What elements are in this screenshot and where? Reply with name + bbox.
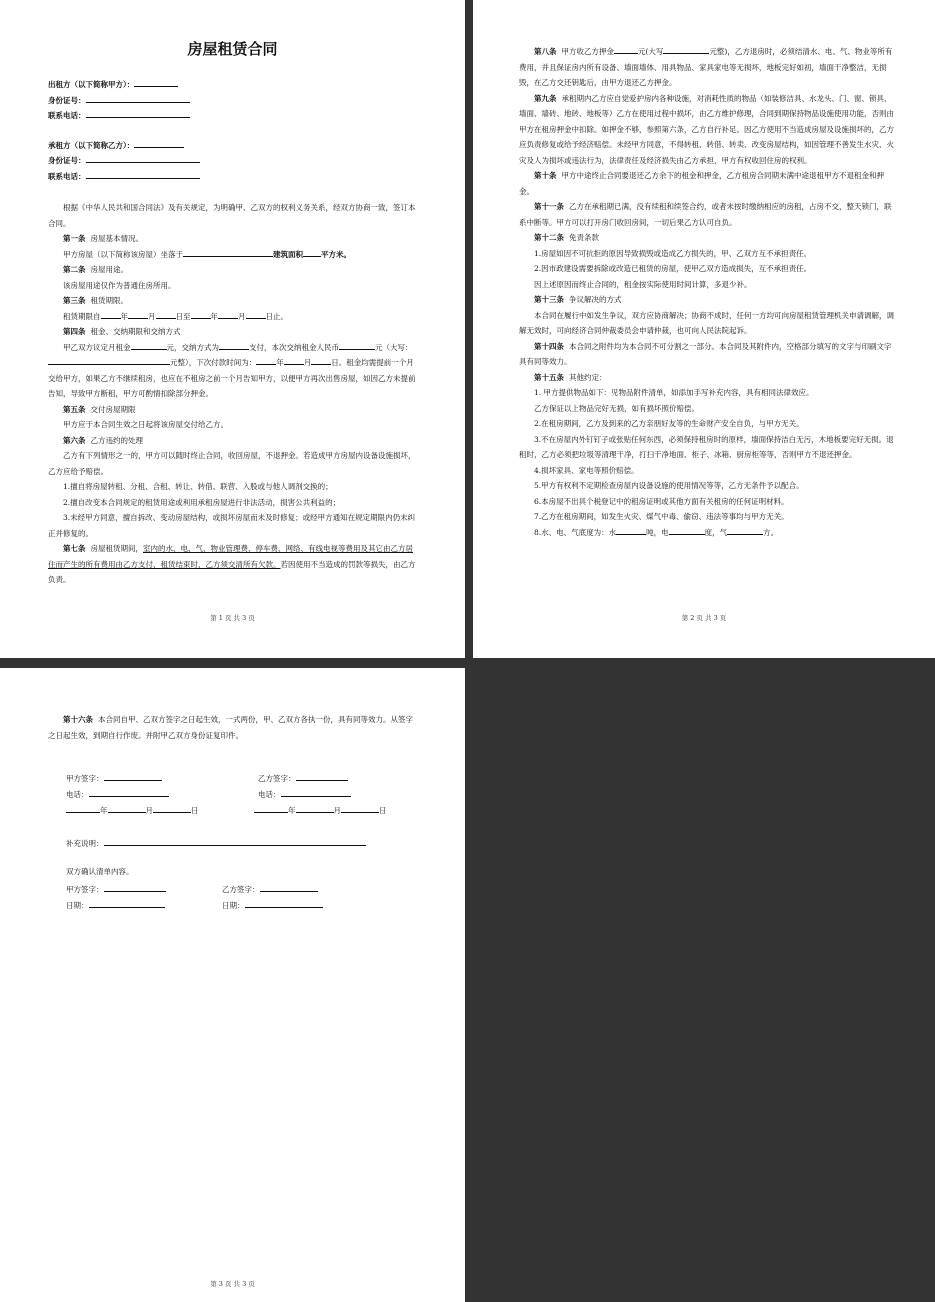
address-blank[interactable] — [183, 247, 273, 257]
start-day-blank[interactable] — [156, 309, 176, 319]
page-footer: 第 2 页 共 3 页 — [681, 614, 727, 622]
article-5: 第五条 交付房屋期限 — [63, 404, 136, 414]
end-year-blank[interactable] — [191, 309, 211, 319]
lessee-label: 承租方（以下简称乙方）： — [48, 140, 135, 150]
next-pay-year-blank[interactable] — [256, 355, 276, 365]
lessee-blank[interactable] — [134, 138, 184, 148]
electric-reading-blank[interactable] — [669, 525, 705, 535]
article-12-item-3: 因上述原因而终止合同的，租金按实际使用时间计算，多退少补。 — [534, 279, 752, 289]
phone-label: 联系电话： — [48, 171, 86, 181]
article-12-item-1: 1.房屋如因不可抗拒的原因导致损毁或造成乙方损失的，甲、乙双方互不承担责任。 — [534, 248, 812, 258]
article-3: 第三条 租赁期限。 — [63, 296, 128, 305]
rent-amount-blank[interactable] — [339, 340, 375, 350]
deposit-words-blank[interactable] — [663, 44, 709, 54]
article-4-text: 甲乙双方议定月租金 元，交纳方式为 支付，本次交纳租金人民币 元（大写：元整），下次付款时间为： 年 月 日。租金均需提前一个月交给甲方，如果乙方不继续租房，也应在不租房之前一个月告知甲方，以便甲方再次出售房屋，如因乙方未提前告知，导致甲方断租，甲方可酌情扣除部分押金。 — [48, 340, 417, 402]
article-9: 第九条 承租期内乙方应自觉爱护房内各种设施，对消耗性质的物品（如装修洁具、水龙头、门、窗、锁具、墙面、墙砖、地砖、地板等）乙方在使用过程中损坏，由乙方维护修理，合同到期保持物品设施使用功能，否则由甲方在租房押金中扣除。如押金不够，参照第六条，乙方自行补足。因乙方使用不当造成房屋及设施损坏的，乙方应负责修复或给予经济赔偿。未经甲方同意，不得转租、转借、转卖、改变房屋结构，如因管理不善发生水灾、火灾及人为损坏或违法行为，法律责任及经济损失由乙方承担，甲方有权收回住房的权利。 — [519, 93, 894, 165]
phone-label: 联系电话： — [48, 111, 86, 120]
lessee-phone-line — [48, 169, 417, 185]
article-4: 第四条 租金、交纳期限和交纳方式 — [63, 327, 181, 336]
document-page-3 — [0, 668, 465, 1302]
article-6-item-3: 3.未经甲方同意，擅自拆改、变动房屋结构，或损坏房屋而未及时修复；或经甲方通知在规定期限内仍未纠正并修复的。 — [48, 513, 416, 538]
party-b-day-blank[interactable] — [341, 803, 379, 813]
lessee-line — [48, 138, 417, 154]
article-1-text: 甲方房屋（以下简称该房屋）坐落于 建筑面积 平方米。 — [48, 247, 417, 263]
party-b-phone: 电话： — [258, 787, 351, 801]
article-8: 第八条 甲方收乙方押金 元(大写 元整)，乙方退房时，必须结清水、电、气、物业等所有费用，并且保证房内所有设备、墙面墙体、用具物品、家具家电等无损坏，地板完好如初，墙面干净整洁，无损毁，在乙方交还钥匙后，由甲方退还乙方押金。 — [519, 44, 895, 91]
deposit-blank[interactable] — [614, 44, 638, 54]
lessor-id-line — [48, 93, 417, 109]
article-15-item-3: 3.不在房屋内外钉钉子或张贴任何东西，必须保持租房时的原样，墙面保持洁白无污，木地板要完好无损。退租时，乙方必须把垃圾等清理干净，打扫干净地面、柜子、冰箱、厨房柜等等，否则甲方不退还押金。 — [519, 434, 894, 459]
water-reading-blank[interactable] — [616, 525, 646, 535]
article-12: 第十二条 免责条款 — [534, 233, 599, 242]
confirm-b-date-blank[interactable] — [245, 898, 323, 908]
article-15-item-1b: 乙方保证以上物品完好无损，如有损坏照价赔偿。 — [534, 403, 699, 413]
article-15-item-4: 4.损坏家具、家电等照价赔偿。 — [534, 465, 639, 475]
confirm-a-sign-blank[interactable] — [104, 882, 166, 892]
article-2-text: 该房屋用途仅作为普通住房所用。 — [63, 280, 176, 290]
article-15: 第十五条 其他约定： — [534, 372, 607, 382]
article-12-item-2: 2.因市政建设需要拆除或改造已租赁的房屋，使甲乙双方造成损失，互不承担责任。 — [534, 264, 812, 273]
party-b-year-blank[interactable] — [254, 803, 288, 813]
party-a-month-blank[interactable] — [108, 803, 146, 813]
article-6-text: 乙方有下列情形之一的，甲方可以随时终止合同，收回房屋，不退押金。若造成甲方房屋内设备设施损坏，乙方应给予赔偿。 — [48, 451, 416, 476]
lessor-phone-blank[interactable] — [86, 108, 190, 118]
lessor-label: 出租方（以下简称甲方）： — [48, 80, 135, 89]
confirm-party-a-date: 日期： — [66, 898, 165, 912]
document-page-1 — [0, 0, 465, 658]
lessor-phone-line — [48, 108, 417, 124]
article-15-item-7: 7.乙方在租房期间，如发生火灾、煤气中毒、偷窃、违法等事均与甲方无关。 — [534, 512, 789, 521]
article-1: 第一条 房屋基本情况。 — [63, 234, 143, 243]
page-footer: 第 1 页 共 3 页 — [210, 614, 255, 622]
start-month-blank[interactable] — [128, 309, 148, 319]
lessor-blank[interactable] — [134, 77, 178, 87]
article-15-item-6: 6.本房屋不出具个税登记中的租房证明或其他方面有关租房的任何证明材料。 — [534, 496, 789, 506]
lessor-line — [48, 77, 417, 93]
party-a-year-blank[interactable] — [66, 803, 100, 813]
party-b-date: 年 月 日 — [254, 803, 387, 817]
confirm-a-date-blank[interactable] — [89, 898, 165, 908]
supplement-line: 补充说明： — [66, 836, 366, 850]
next-pay-month-blank[interactable] — [284, 355, 304, 365]
intro-paragraph: 根据《中华人民共和国合同法》及有关规定，为明确甲、乙双方的权利义务关系，经双方协商一致，签订本合同。 — [48, 203, 416, 228]
payment-method-blank[interactable] — [219, 340, 249, 350]
article-15-item-2: 2.在租房期间，乙方及到来的乙方亲朋好友等的生命财产安全自负，与甲方无关。 — [534, 419, 804, 428]
confirm-party-a-sign: 甲方签字： — [66, 882, 166, 896]
article-2: 第二条 房屋用途。 — [63, 265, 128, 274]
confirm-party-b-sign: 乙方签字： — [222, 882, 318, 896]
article-13: 第十三条 争议解决的方式 — [534, 295, 622, 304]
article-6-item-2: 2.擅自改变本合同规定的租赁用途或利用承租房屋进行非法活动，损害公共利益的； — [63, 497, 341, 507]
party-a-sign-blank[interactable] — [104, 771, 162, 781]
article-11: 第十一条 乙方在承租期已满，没有续租和续签合约，或者未按时缴纳相应的房租，占房不交，整天锁门，联系中断等。甲方可以打开房门收回房间，一切后果乙方认可自负。 — [519, 202, 892, 227]
page-footer: 第 3 页 共 3 页 — [210, 1280, 255, 1288]
signature-block — [48, 743, 417, 943]
id-label: 身份证号： — [48, 156, 86, 165]
lessee-phone-blank[interactable] — [86, 169, 200, 179]
party-a-day-blank[interactable] — [153, 803, 191, 813]
article-3-text: 租赁期限自 年 月 日至 年 月 日止。 — [48, 309, 417, 325]
article-13-text: 本合同在履行中如发生争议，双方应协商解决；协商不成时，任何一方均可向房屋租赁管理机关申请调解，调解无效时，可向经济合同仲裁委员会申请仲裁，也可向人民法院起诉。 — [519, 310, 894, 335]
article-15-item-1: 1. 甲方提供物品如下：见物品附件清单，如添加手写补充内容，具有相同法律效应。 — [534, 388, 814, 397]
confirm-party-b-date: 日期： — [222, 898, 323, 912]
party-b-sign-blank[interactable] — [296, 771, 348, 781]
id-label: 身份证号： — [48, 95, 86, 105]
article-5-text: 甲方应于本合同生效之日起将该房屋交付给乙方。 — [63, 420, 228, 429]
article-6-item-1: 1.擅自将房屋转租、分租、合租、转让、转借、联营、入股或与他人调剂交换的； — [63, 482, 333, 491]
party-b-phone-blank[interactable] — [281, 787, 351, 797]
monthly-rent-blank[interactable] — [131, 340, 167, 350]
area-blank[interactable] — [303, 247, 321, 257]
party-a-date: 年 月 日 — [66, 803, 199, 817]
party-a-sign: 甲方签字： — [66, 771, 162, 785]
end-day-blank[interactable] — [246, 309, 266, 319]
document-page-2 — [473, 0, 935, 658]
party-b-month-blank[interactable] — [296, 803, 334, 813]
article-10: 第十条 甲方中途终止合同要退还乙方余下的租金和押金，乙方租房合同期未满中途退租甲方不退租金和押金。 — [519, 171, 884, 196]
article-16: 第十六条 本合同自甲、乙双方签字之日起生效，一式两份，甲、乙双方各执一份，具有同等效力。从签字之日起生效，到期自行作废。并附甲乙双方身份证复印件。 — [48, 715, 413, 740]
lessee-id-blank[interactable] — [86, 153, 200, 163]
rent-amount-words-blank[interactable] — [48, 355, 170, 365]
article-6: 第六条 乙方违约的处理 — [63, 435, 143, 445]
end-month-blank[interactable] — [218, 309, 238, 319]
article-15-item-5: 5.甲方有权利不定期检查房屋内设备设施的使用情况等等，乙方无条件予以配合。 — [534, 481, 804, 490]
document-title: 房屋租赁合同 — [187, 40, 278, 58]
article-15-item-8: 8.水、电、气底度为：水 吨，电 度，气 方。 — [519, 525, 895, 541]
lessor-id-blank[interactable] — [86, 93, 190, 103]
next-pay-day-blank[interactable] — [311, 355, 331, 365]
supplement-blank[interactable] — [104, 836, 366, 846]
lessee-id-line — [48, 153, 417, 169]
party-b-sign: 乙方签字： — [258, 771, 348, 785]
start-year-blank[interactable] — [101, 309, 121, 319]
gas-reading-blank[interactable] — [727, 525, 763, 535]
party-a-phone: 电话： — [66, 787, 169, 801]
confirm-b-sign-blank[interactable] — [260, 882, 318, 892]
party-a-phone-blank[interactable] — [89, 787, 169, 797]
article-7: 第七条 房屋租赁期间，室内的水、电、气、物业管理费、停车费、网络、有线电视等费用及其它由乙方居住而产生的所有费用由乙方支付，租赁结束时，乙方须交清所有欠款。若因使用不当造成的罚款等损失，由乙方负责。 — [48, 544, 416, 584]
confirm-text: 双方确认清单内容。 — [66, 867, 134, 876]
article-14: 第十四条 本合同之附件均为本合同不可分割之一部分。本合同及其附件内，空格部分填写的文字与印刷文字具有同等效力。 — [519, 341, 892, 366]
